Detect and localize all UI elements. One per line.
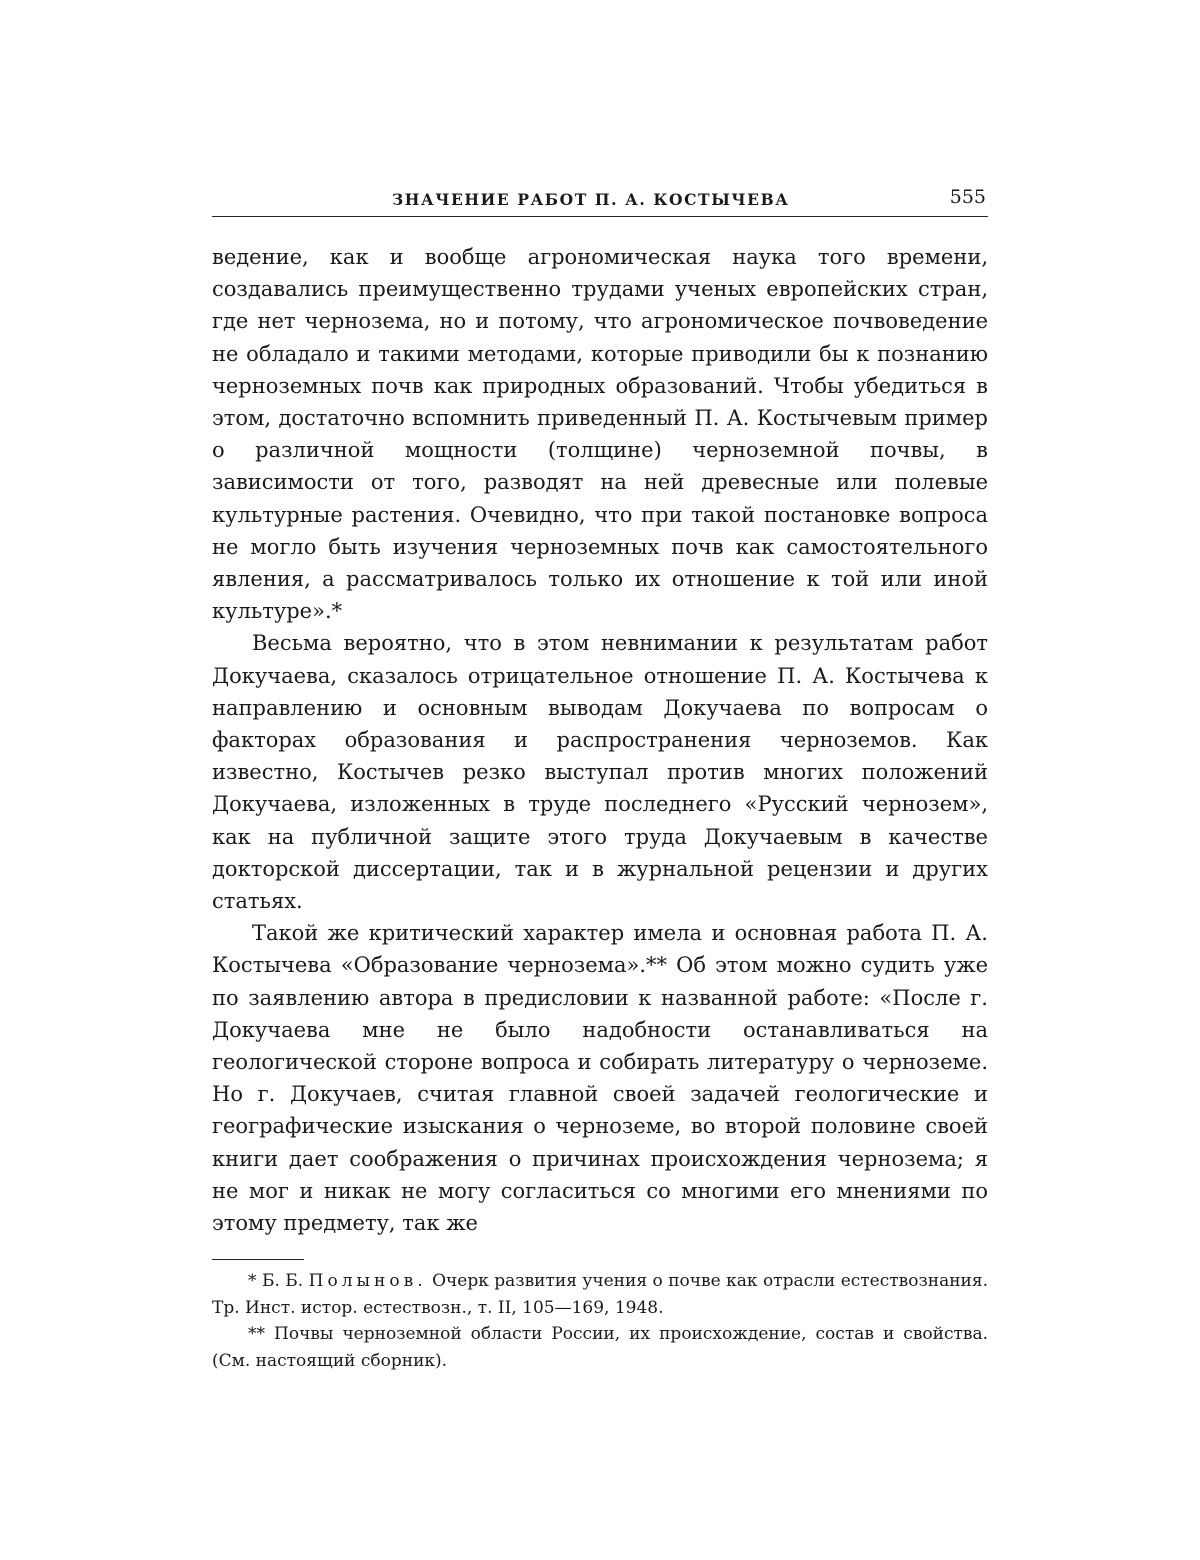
footnote-1-text: Очерк развития учения о почве как отрасли естествознания. Тр. Инст. истор. естествозн., т. II, 105—169, 1948. <box>212 1271 988 1318</box>
paragraph-3: Такой же критический характер имела и основная работа П. А. Костычева «Образование чернозема».** Об этом можно судить уже по заявлению автора в предисловии к названной работе: «После г. Докучаева мне не было надобности останавливаться на геологической стороне вопроса и собирать литературу о черноземе. Но г. Докучаев, считая главной своей задачей геологические и географические изыскания о черноземе, во второй половине своей книги дает соображения о причинах происхождения чернозема; я не мог и никак не могу согласиться со многими его мнениями по этому предмету, так же <box>212 917 988 1239</box>
footnote-1 <box>212 1268 988 1321</box>
body-text <box>212 241 988 1239</box>
paragraph-2: Весьма вероятно, что в этом невнимании к результатам работ Докучаева, сказалось отрицательное отношение П. А. Костычева к направлению и основным выводам Докучаева по вопросам о факторах образования и распространения черноземов. Как известно, Костычев резко выступал против многих положений Докучаева, изложенных в труде последнего «Русский чернозем», как на публичной защите этого труда Докучаевым в качестве докторской диссертации, так и в журнальной рецензии и других статьях. <box>212 627 988 917</box>
page-number: 555 <box>950 186 986 208</box>
footnote-1-marker: * Б. Б. <box>248 1271 303 1291</box>
running-head <box>212 186 988 217</box>
running-title: ЗНАЧЕНИЕ РАБОТ П. А. КОСТЫЧЕВА <box>392 190 790 209</box>
footnote-1-author: Полынов. <box>309 1271 427 1291</box>
footnotes <box>212 1268 988 1374</box>
paragraph-1: ведение, как и вообще агрономическая наука того времени, создавались преимущественно трудами ученых европейских стран, где нет чернозема, но и потому, что агрономическое почвоведение не обладало и такими методами, которые приводили бы к познанию черноземных почв как природных образований. Чтобы убедиться в этом, достаточно вспомнить приведенный П. А. Костычевым пример о различной мощности (толщине) черноземной почвы, в зависимости от того, разводят на ней древесные или полевые культурные растения. Очевидно, что при такой постановке вопроса не могло быть изучения черноземных почв как самостоятельного явления, а рассматривалось только их отношение к той или иной культуре».* <box>212 241 988 627</box>
footnote-divider <box>212 1259 304 1260</box>
footnote-2: ** Почвы черноземной области России, их происхождение, состав и свойства. (См. настоящий сборник). <box>212 1321 988 1374</box>
book-page <box>212 186 988 1374</box>
